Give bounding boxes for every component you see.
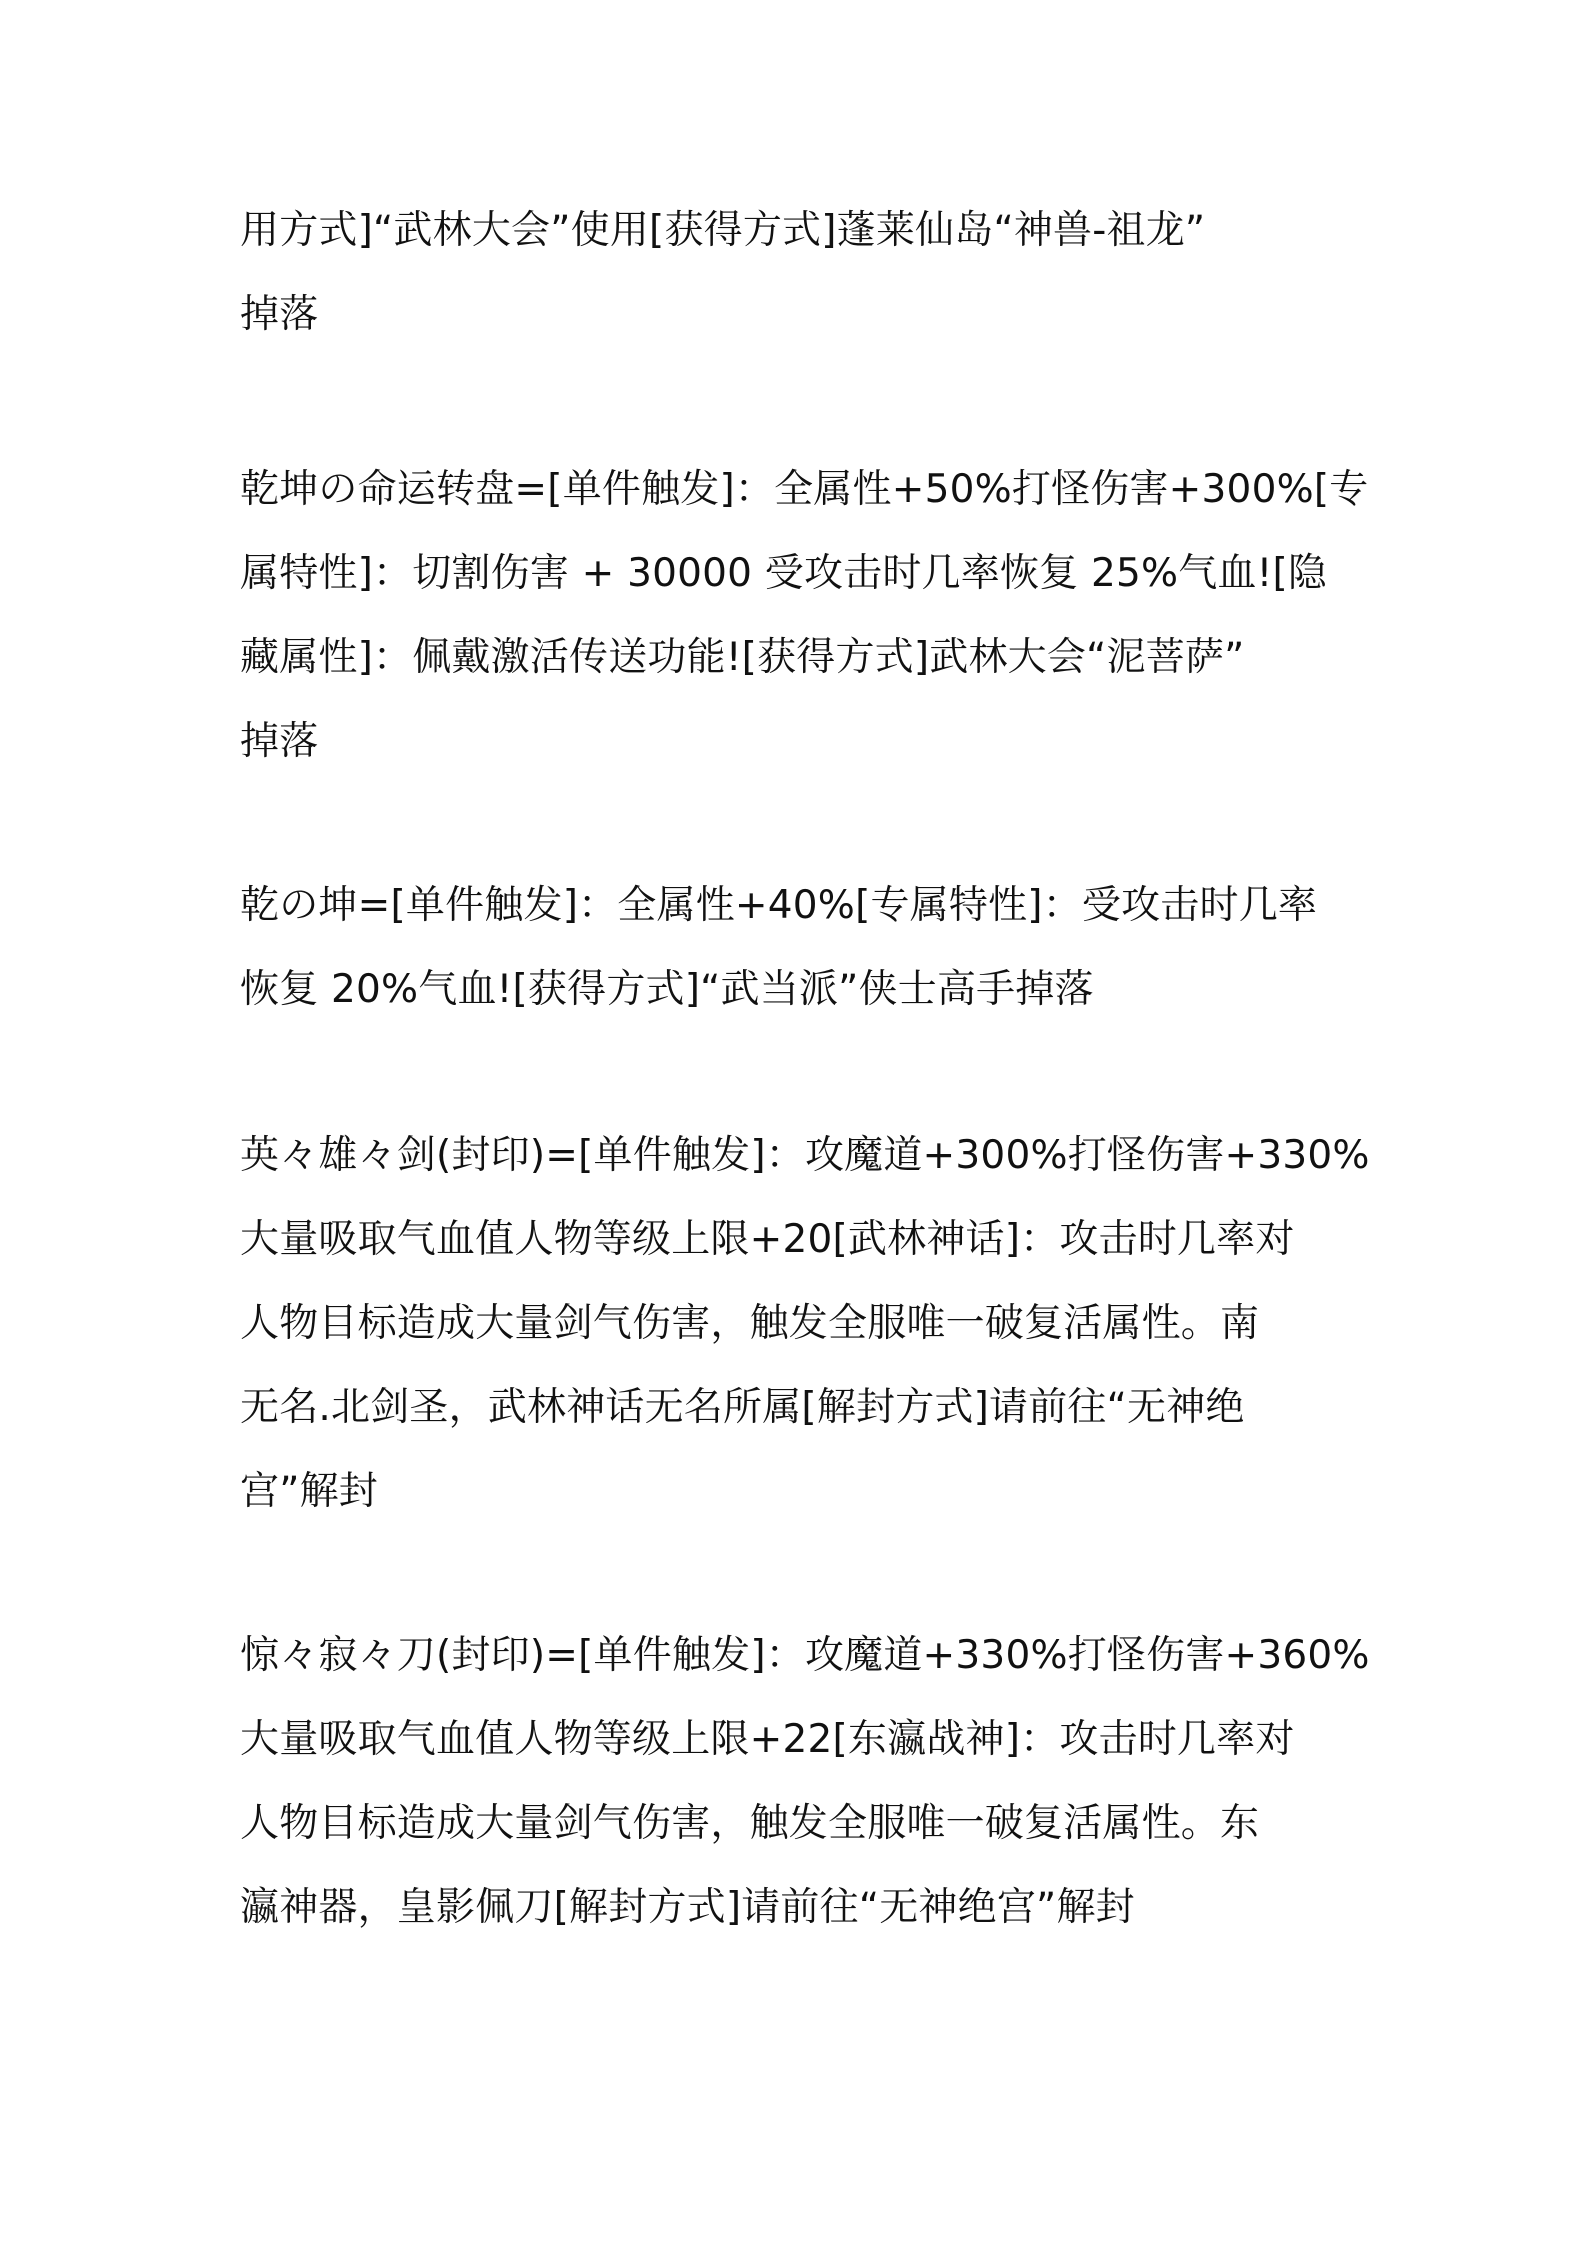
text-line: 大量吸取气血值人物等级上限+20[武林神话]：攻击时几率对 [240,1217,1295,1262]
text-line: 人物目标造成大量剑气伤害，触发全服唯一破复活属性。东 [240,1801,1260,1846]
text-line: 宫”解封 [240,1469,379,1514]
paragraph-3 [240,864,1360,1032]
paragraph-5 [240,1614,1370,1950]
text-line: 人物目标造成大量剑气伤害，触发全服唯一破复活属性。南 [240,1301,1260,1346]
text-line: 用方式]“武林大会”使用[获得方式]蓬莱仙岛“神兽-祖龙” [240,208,1206,253]
text-line: 无名.北剑圣，武林神话无名所属[解封方式]请前往“无神绝 [240,1385,1245,1430]
text-line: 瀛神器，皇影佩刀[解封方式]请前往“无神绝宫”解封 [240,1885,1135,1930]
text-line: 属特性]：切割伤害 + 30000 受攻击时几率恢复 25%气血![隐 [240,551,1328,596]
text-line: 乾の坤=[单件触发]：全属性+40%[专属特性]：受攻击时几率 [240,883,1318,928]
text-line: 大量吸取气血值人物等级上限+22[东瀛战神]：攻击时几率对 [240,1717,1295,1762]
text-line: 惊々寂々刀(封印)=[单件触发]：攻魔道+330%打怪伤害+360% [240,1633,1370,1678]
text-line: 掉落 [240,292,319,337]
text-line: 掉落 [240,719,319,764]
paragraph-1 [240,189,1360,357]
text-line: 藏属性]：佩戴激活传送功能![获得方式]武林大会“泥菩萨” [240,635,1245,680]
text-line: 乾坤の命运转盘=[单件触发]：全属性+50%打怪伤害+300%[专 [240,467,1369,512]
paragraph-2 [240,448,1369,784]
text-line: 恢复 20%气血![获得方式]“武当派”侠士高手掉落 [240,967,1094,1012]
paragraph-4 [240,1114,1370,1534]
text-line: 英々雄々剑(封印)=[单件触发]：攻魔道+300%打怪伤害+330% [240,1133,1370,1178]
